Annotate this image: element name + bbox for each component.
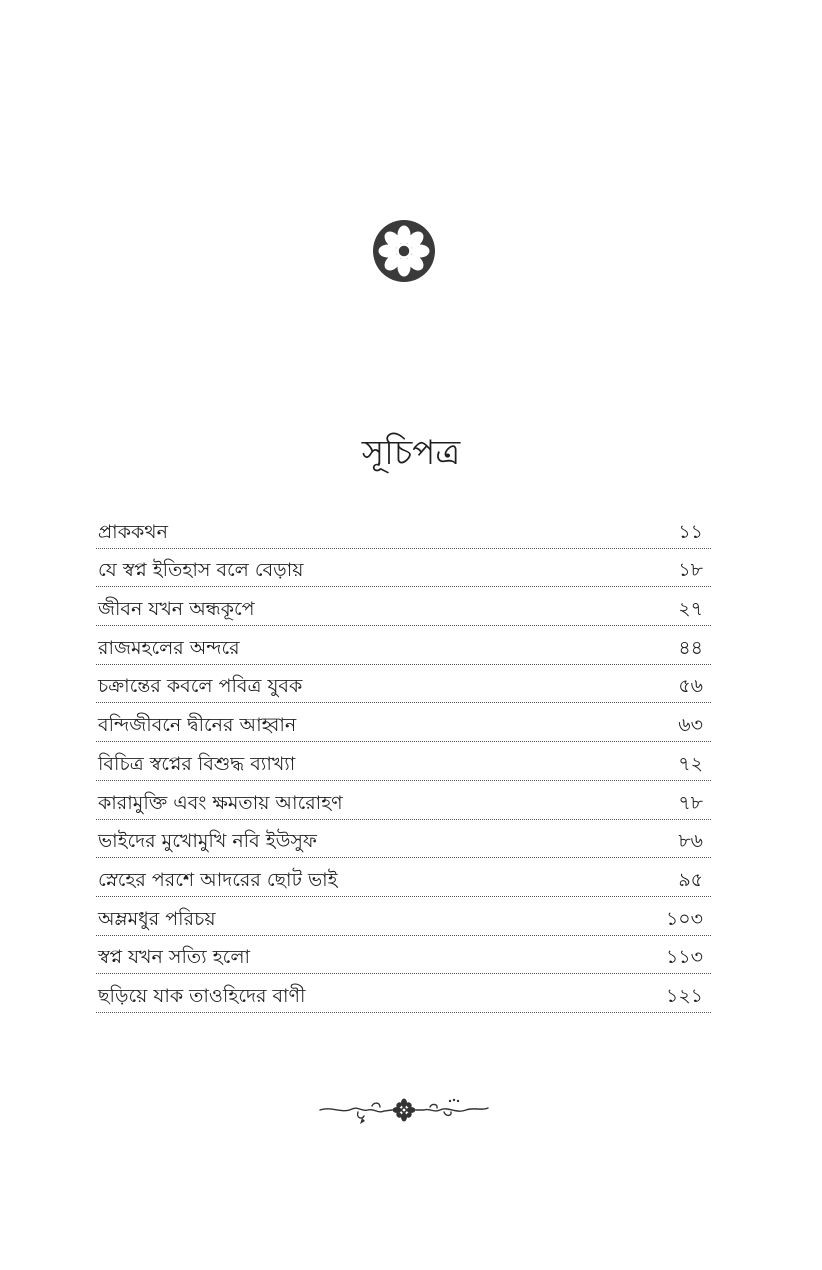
- toc-entry[interactable]: [96, 820, 711, 859]
- toc-entry-page: ১১৩: [665, 946, 703, 969]
- toc-entry-page: ৭২: [678, 752, 703, 775]
- toc-entry-page: ৯৫: [678, 868, 703, 891]
- toc-entry[interactable]: [96, 626, 711, 665]
- toc-entry-title: কারামুক্তি এবং ক্ষমতায় আরোহণ: [98, 791, 343, 814]
- toc-entry-page: ১৮: [678, 559, 703, 582]
- toc-entry-title: বিচিত্র স্বপ্নের বিশুদ্ধ ব্যাখ্যা: [98, 752, 296, 775]
- toc-entry[interactable]: [96, 587, 711, 626]
- toc-entry-title: স্বপ্ন যখন সত্যি হলো: [98, 946, 250, 969]
- toc-entry[interactable]: [96, 703, 711, 742]
- toc-entry-page: ৬৩: [678, 714, 703, 737]
- floral-flourish-icon: [318, 1092, 490, 1128]
- table-of-contents: [96, 510, 711, 1013]
- toc-entry-title: চক্রান্তের কবলে পবিত্র যুবক: [98, 675, 303, 698]
- toc-entry-title: বন্দিজীবনে দ্বীনের আহ্বান: [98, 714, 297, 737]
- flower-medallion-icon: [372, 219, 436, 283]
- toc-entry-page: ২৭: [678, 598, 703, 621]
- toc-entry[interactable]: [96, 781, 711, 820]
- toc-entry-title: প্রাককথন: [98, 520, 168, 543]
- toc-entry[interactable]: [96, 897, 711, 936]
- toc-entry-page: ১২১: [665, 984, 703, 1007]
- toc-entry[interactable]: [96, 665, 711, 704]
- toc-entry[interactable]: [96, 974, 711, 1013]
- toc-entry-title: যে স্বপ্ন ইতিহাস বলে বেড়ায়: [98, 559, 304, 582]
- toc-entry[interactable]: [96, 858, 711, 897]
- toc-entry-page: ১০৩: [665, 907, 703, 930]
- toc-entry[interactable]: [96, 742, 711, 781]
- toc-entry-title: ছড়িয়ে যাক তাওহিদের বাণী: [98, 984, 306, 1007]
- toc-entry-title: অম্লমধুর পরিচয়: [98, 907, 216, 930]
- toc-entry[interactable]: [96, 936, 711, 975]
- toc-entry[interactable]: [96, 510, 711, 549]
- toc-entry-page: ১১: [678, 520, 703, 543]
- toc-entry-page: ৫৬: [678, 675, 703, 698]
- toc-entry-title: রাজমহলের অন্দরে: [98, 636, 240, 659]
- toc-entry-page: ৪৪: [678, 636, 703, 659]
- toc-entry-page: ৮৬: [678, 830, 703, 853]
- page-title: সূচিপত্র: [361, 433, 461, 473]
- toc-entry-title: স্নেহের পরশে আদরের ছোট ভাই: [98, 868, 338, 891]
- toc-entry-title: জীবন যখন অন্ধকূপে: [98, 598, 255, 621]
- toc-entry[interactable]: [96, 549, 711, 588]
- toc-entry-page: ৭৮: [678, 791, 703, 814]
- toc-entry-title: ভাইদের মুখোমুখি নবি ইউসুফ: [98, 830, 317, 853]
